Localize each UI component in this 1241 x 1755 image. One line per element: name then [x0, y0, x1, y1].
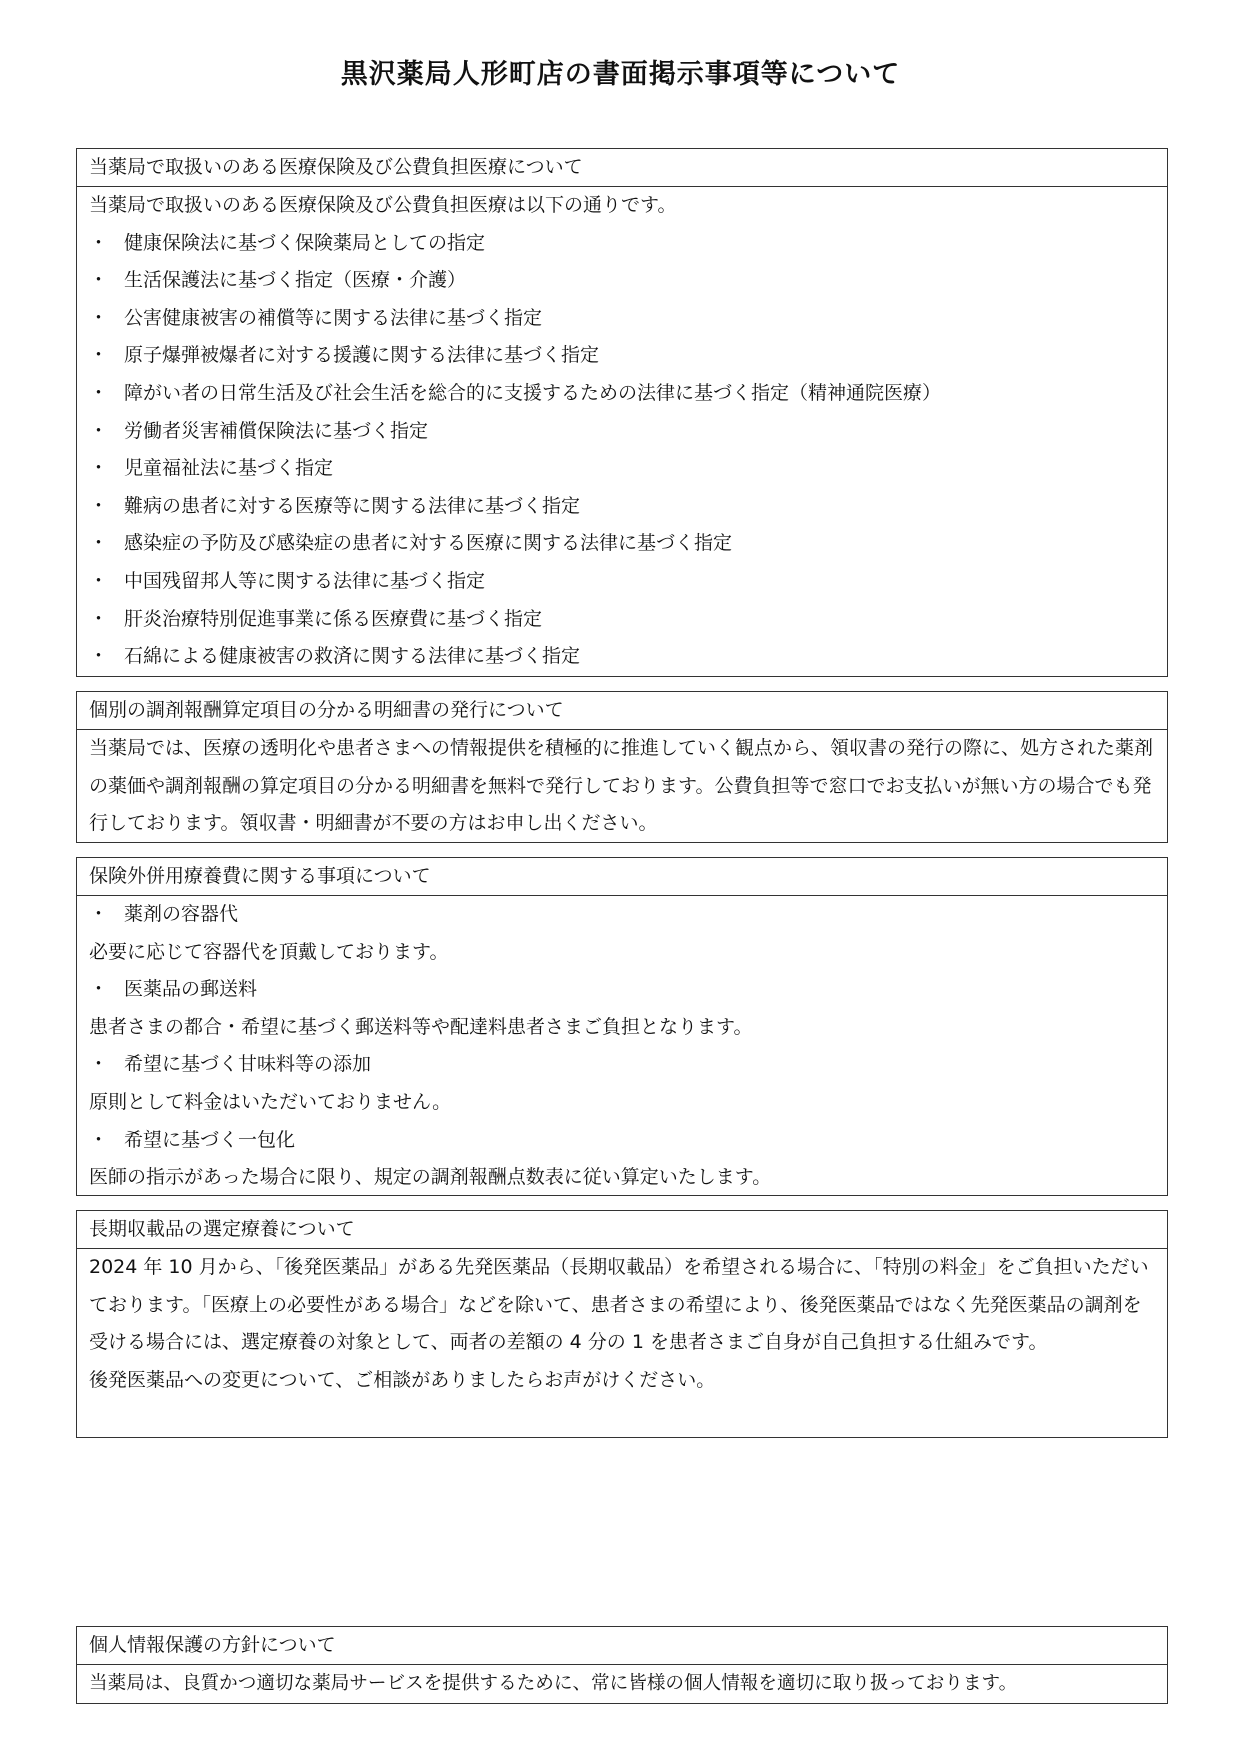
- list-item-text: 肝炎治療特別促進事業に係る医療費に基づく指定: [124, 607, 543, 630]
- list-item: [89, 563, 1157, 601]
- item-note: 患者さまの都合・希望に基づく郵送料等や配達料患者さまご負担となります。: [89, 1015, 753, 1038]
- bullet: ・: [89, 607, 109, 630]
- list-item-text: 難病の患者に対する医療等に関する法律に基づく指定: [124, 494, 581, 517]
- list-item: [89, 896, 1157, 934]
- list-item-text: 中国残留邦人等に関する法律に基づく指定: [124, 569, 486, 592]
- section-long-listed-drugs: [76, 1210, 1168, 1438]
- page-title: 黒沢薬局人形町店の書面掲示事項等について: [340, 59, 901, 90]
- bullet: ・: [89, 494, 109, 517]
- bullet: ・: [89, 1053, 109, 1076]
- list-item-text: 児童福祉法に基づく指定: [124, 457, 334, 480]
- bullet: ・: [89, 269, 109, 292]
- list-item-text: 感染症の予防及び感染症の患者に対する医療に関する法律に基づく指定: [124, 532, 733, 555]
- list-item: [89, 413, 1157, 451]
- list-item: [89, 638, 1157, 676]
- section-body: 当薬局は、良質かつ適切な薬局サービスを提供するために、常に皆様の個人情報を適切に取り扱っております。: [89, 1673, 1018, 1694]
- list-item-text: 医薬品の郵送料: [124, 978, 258, 1001]
- list-item-text: 石綿による健康被害の救済に関する法律に基づく指定: [124, 645, 581, 668]
- section-body: 当薬局では、医療の透明化や患者さまへの情報提供を積極的に推進していく観点から、領収書の発行の際に、処方された薬剤の薬価や調剤報酬の算定項目の分かる明細書を無料で発行しております。公費負担等で窓口でお支払いが無い方の場合でも発行しております。領収書・明細書が不要の方はお申し出ください。: [89, 737, 1154, 835]
- bullet: ・: [89, 381, 109, 404]
- list-item: [89, 1046, 1157, 1084]
- bullet: ・: [89, 532, 109, 555]
- list-item-text: 希望に基づく甘味料等の添加: [124, 1053, 372, 1076]
- bullet: ・: [89, 569, 109, 592]
- bullet: ・: [89, 1128, 109, 1151]
- list-item-text: 健康保険法に基づく保険薬局としての指定: [124, 231, 486, 254]
- item-note: 必要に応じて容器代を頂戴しております。: [89, 940, 449, 963]
- bullet: ・: [89, 645, 109, 668]
- list-item: [89, 375, 1157, 413]
- section-heading: 個人情報保護の方針について: [77, 1627, 1167, 1665]
- bullet: ・: [89, 978, 109, 1001]
- list-item-text: 公害健康被害の補償等に関する法律に基づく指定: [124, 306, 543, 329]
- section-privacy-policy: [76, 1626, 1168, 1704]
- list-item: [89, 262, 1157, 300]
- list-item: [89, 525, 1157, 563]
- list-item: [89, 337, 1157, 375]
- list-item: [89, 601, 1157, 639]
- section-body: 2024 年 10 月から、「後発医薬品」がある先発医薬品（長期収載品）を希望される場合に、「特別の料金」をご負担いただいております。「医療上の必要性がある場合」などを除いて、患者さまの希望により、後発医薬品ではなく先発医薬品の調剤を受ける場合には、選定療養の対象として、両者の差額の 4 分の 1 を患者さまご自身が自己負担する仕組みです。: [89, 1256, 1149, 1354]
- list-item: [89, 225, 1157, 263]
- bullet: ・: [89, 457, 109, 480]
- section-out-of-insurance-costs: [76, 857, 1168, 1196]
- item-note: 医師の指示があった場合に限り、規定の調剤報酬点数表に従い算定いたします。: [89, 1166, 772, 1189]
- section-heading: 長期収載品の選定療養について: [77, 1211, 1167, 1249]
- bullet: ・: [89, 419, 109, 442]
- item-note: 原則として料金はいただいておりません。: [89, 1090, 452, 1113]
- section-intro: 当薬局で取扱いのある医療保険及び公費負担医療は以下の通りです。: [89, 194, 677, 216]
- list-item: [89, 450, 1157, 488]
- list-item-text: 薬剤の容器代: [124, 903, 239, 925]
- section-itemized-statement: [76, 691, 1168, 843]
- bullet: ・: [89, 903, 109, 925]
- list-item: [89, 488, 1157, 526]
- list-item-text: 労働者災害補償保険法に基づく指定: [124, 419, 429, 442]
- list-item-text: 原子爆弾被爆者に対する援護に関する法律に基づく指定: [124, 344, 600, 367]
- list-item-text: 希望に基づく一包化: [124, 1128, 296, 1151]
- section-insurance: [76, 148, 1168, 677]
- bullet: ・: [89, 231, 109, 254]
- list-item: [89, 971, 1157, 1009]
- list-item: [89, 300, 1157, 338]
- section-heading: 当薬局で取扱いのある医療保険及び公費負担医療について: [77, 149, 1167, 187]
- bullet: ・: [89, 306, 109, 329]
- section-heading: 個別の調剤報酬算定項目の分かる明細書の発行について: [77, 692, 1167, 730]
- list-item: [89, 1122, 1157, 1160]
- section-closing: 後発医薬品への変更について、ご相談がありましたらお声がけください。: [89, 1369, 716, 1392]
- list-item-text: 生活保護法に基づく指定（医療・介護）: [124, 269, 467, 292]
- list-item-text: 障がい者の日常生活及び社会生活を総合的に支援するための法律に基づく指定（精神通院医療）: [124, 381, 942, 404]
- section-heading: 保険外併用療養費に関する事項について: [77, 858, 1167, 896]
- bullet: ・: [89, 344, 109, 367]
